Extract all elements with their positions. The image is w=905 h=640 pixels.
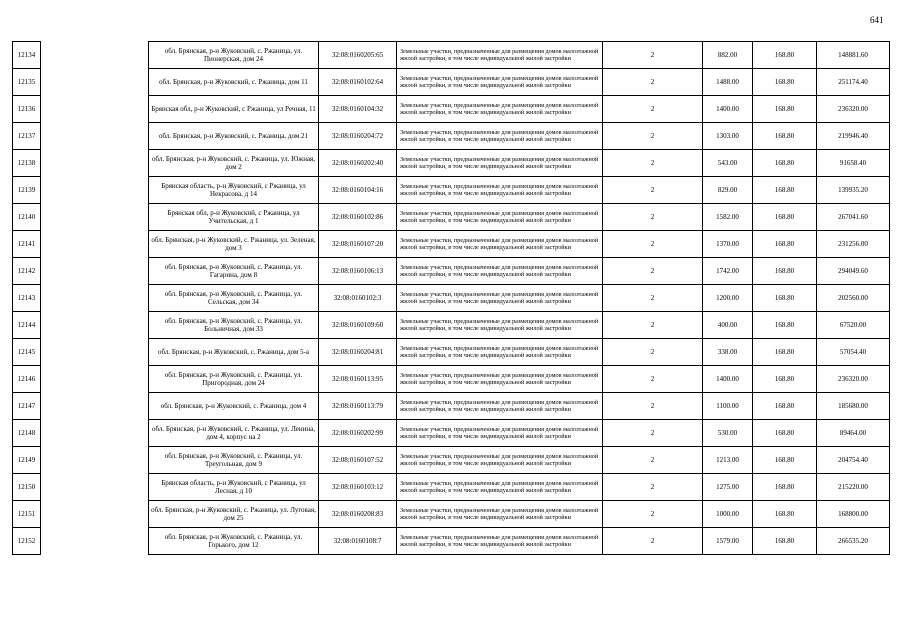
row-number-cell: 12134 — [13, 42, 41, 69]
cadastral-number-cell: 32:08:0160102:86 — [319, 204, 397, 231]
area-cell: 1000.00 — [703, 501, 753, 528]
cadastral-number-cell: 32:08:0160113:95 — [319, 366, 397, 393]
cadastral-number-cell: 32:08:0160103:12 — [319, 474, 397, 501]
row-number-cell: 12135 — [13, 69, 41, 96]
area-cell: 1213.00 — [703, 447, 753, 474]
table-row — [13, 420, 890, 447]
group-cell: 2 — [603, 258, 703, 285]
address-cell: обл. Брянская, р-н Жуковский, с. Ржаница, ул. Пригородная, дом 24 — [149, 366, 319, 393]
land-use-cell: Земельные участки, предназначенные для размещения домов малоэтажной жилой застройки, в том числе индивидуальной жилой застройки — [397, 393, 603, 420]
group-cell: 2 — [603, 312, 703, 339]
rate-cell: 168.80 — [753, 42, 817, 69]
area-cell: 338.00 — [703, 339, 753, 366]
cadastral-number-cell: 32:08:0160107:52 — [319, 447, 397, 474]
group-cell: 2 — [603, 42, 703, 69]
gap-cell — [41, 285, 149, 312]
rate-cell: 168.80 — [753, 177, 817, 204]
gap-cell — [41, 501, 149, 528]
row-number-cell: 12145 — [13, 339, 41, 366]
address-cell: Брянская обл, р-н Жуковский, с Ржаница, ул Речная, 11 — [149, 96, 319, 123]
table-row — [13, 528, 890, 555]
cadastral-number-cell: 32:08:0160202:40 — [319, 150, 397, 177]
cadastral-value-cell: 57054.40 — [817, 339, 890, 366]
land-use-cell: Земельные участки, предназначенные для размещения домов малоэтажной жилой застройки, в том числе индивидуальной жилой застройки — [397, 528, 603, 555]
table-row — [13, 366, 890, 393]
address-cell: обл. Брянская, р-н Жуковский, с. Ржаница, ул. Треугольная, дом 9 — [149, 447, 319, 474]
group-cell: 2 — [603, 204, 703, 231]
land-use-cell: Земельные участки, предназначенные для размещения домов малоэтажной жилой застройки, в том числе индивидуальной жилой застройки — [397, 150, 603, 177]
land-use-cell: Земельные участки, предназначенные для размещения домов малоэтажной жилой застройки, в том числе индивидуальной жилой застройки — [397, 204, 603, 231]
table-row — [13, 312, 890, 339]
table-row — [13, 447, 890, 474]
row-number-cell: 12152 — [13, 528, 41, 555]
row-number-cell: 12148 — [13, 420, 41, 447]
cadastral-value-cell: 148881.60 — [817, 42, 890, 69]
rate-cell: 168.80 — [753, 204, 817, 231]
cadastral-value-cell: 236320.00 — [817, 96, 890, 123]
cadastral-number-cell: 32:08:0160106:13 — [319, 258, 397, 285]
cadastral-value-cell: 294049.60 — [817, 258, 890, 285]
cadastral-number-cell: 32:08:0160208:83 — [319, 501, 397, 528]
cadastral-value-cell: 168800.00 — [817, 501, 890, 528]
land-use-cell: Земельные участки, предназначенные для размещения домов малоэтажной жилой застройки, в том числе индивидуальной жилой застройки — [397, 123, 603, 150]
address-cell: обл. Брянская, р-н Жуковский, с. Ржаница, дом 4 — [149, 393, 319, 420]
group-cell: 2 — [603, 150, 703, 177]
cadastral-value-cell: 236320.00 — [817, 366, 890, 393]
gap-cell — [41, 123, 149, 150]
table-row — [13, 501, 890, 528]
rate-cell: 168.80 — [753, 69, 817, 96]
address-cell: обл. Брянская, р-н Жуковский, с. Ржаница, дом 5-а — [149, 339, 319, 366]
row-number-cell: 12137 — [13, 123, 41, 150]
address-cell: Брянская область, р-н Жуковский, с Ржаница, ул Лесная, д 10 — [149, 474, 319, 501]
rate-cell: 168.80 — [753, 150, 817, 177]
group-cell: 2 — [603, 366, 703, 393]
land-use-cell: Земельные участки, предназначенные для размещения домов малоэтажной жилой застройки, в том числе индивидуальной жилой застройки — [397, 69, 603, 96]
area-cell: 1370.00 — [703, 231, 753, 258]
table-row — [13, 96, 890, 123]
area-cell: 1400.00 — [703, 366, 753, 393]
cadastral-value-cell: 219946.40 — [817, 123, 890, 150]
group-cell: 2 — [603, 123, 703, 150]
rate-cell: 168.80 — [753, 447, 817, 474]
address-cell: обл. Брянская, р-н Жуковский, с. Ржаница, ул. Южная, дом 2 — [149, 150, 319, 177]
group-cell: 2 — [603, 501, 703, 528]
rate-cell: 168.80 — [753, 420, 817, 447]
gap-cell — [41, 177, 149, 204]
address-cell: обл. Брянская, р-н Жуковский, с. Ржаница, ул. Луговая, дом 25 — [149, 501, 319, 528]
land-use-cell: Земельные участки, предназначенные для размещения домов малоэтажной жилой застройки, в том числе индивидуальной жилой застройки — [397, 366, 603, 393]
cadastral-number-cell: 32:08:0160205:65 — [319, 42, 397, 69]
gap-cell — [41, 393, 149, 420]
address-cell: обл. Брянская, р-н Жуковский, с. Ржаница, ул. Ленина, дом 4, корпус на 2 — [149, 420, 319, 447]
cadastral-value-cell: 204754.40 — [817, 447, 890, 474]
rate-cell: 168.80 — [753, 312, 817, 339]
rate-cell: 168.80 — [753, 366, 817, 393]
area-cell: 882.00 — [703, 42, 753, 69]
area-cell: 1303.00 — [703, 123, 753, 150]
land-use-cell: Земельные участки, предназначенные для размещения домов малоэтажной жилой застройки, в том числе индивидуальной жилой застройки — [397, 501, 603, 528]
table-row — [13, 393, 890, 420]
gap-cell — [41, 420, 149, 447]
land-use-cell: Земельные участки, предназначенные для размещения домов малоэтажной жилой застройки, в том числе индивидуальной жилой застройки — [397, 447, 603, 474]
group-cell: 2 — [603, 96, 703, 123]
rate-cell: 168.80 — [753, 339, 817, 366]
cadastral-number-cell: 32:08:0160104:16 — [319, 177, 397, 204]
cadastral-number-cell: 32:08:0160108:7 — [319, 528, 397, 555]
rate-cell: 168.80 — [753, 528, 817, 555]
cadastral-number-cell: 32:08:0160104:32 — [319, 96, 397, 123]
address-cell: обл. Брянская, р-н Жуковский, с. Ржаница, ул. Сельская, дом 34 — [149, 285, 319, 312]
cadastral-value-cell: 266535.20 — [817, 528, 890, 555]
land-use-cell: Земельные участки, предназначенные для размещения домов малоэтажной жилой застройки, в том числе индивидуальной жилой застройки — [397, 339, 603, 366]
cadastral-number-cell: 32:08:0160204:72 — [319, 123, 397, 150]
cadastral-value-cell: 185680.00 — [817, 393, 890, 420]
table-row — [13, 42, 890, 69]
area-cell: 543.00 — [703, 150, 753, 177]
table-row — [13, 123, 890, 150]
gap-cell — [41, 150, 149, 177]
row-number-cell: 12141 — [13, 231, 41, 258]
rate-cell: 168.80 — [753, 501, 817, 528]
area-cell: 530.00 — [703, 420, 753, 447]
row-number-cell: 12138 — [13, 150, 41, 177]
address-cell: обл. Брянская, р-н Жуковский, с. Ржаница, ул. Гагарина, дом 8 — [149, 258, 319, 285]
area-cell: 1488.00 — [703, 69, 753, 96]
address-cell: обл. Брянская, р-н Жуковский, с. Ржаница, ул. Больничная, дом 33 — [149, 312, 319, 339]
area-cell: 400.00 — [703, 312, 753, 339]
row-number-cell: 12139 — [13, 177, 41, 204]
cadastral-value-cell: 231256.00 — [817, 231, 890, 258]
address-cell: Брянская обл, р-н Жуковский, с Ржаница, ул Учительская, д 1 — [149, 204, 319, 231]
area-cell: 1579.00 — [703, 528, 753, 555]
row-number-cell: 12146 — [13, 366, 41, 393]
row-number-cell: 12142 — [13, 258, 41, 285]
address-cell: обл. Брянская, р-н Жуковский, с. Ржаница, дом 11 — [149, 69, 319, 96]
land-use-cell: Земельные участки, предназначенные для размещения домов малоэтажной жилой застройки, в том числе индивидуальной жилой застройки — [397, 96, 603, 123]
rate-cell: 168.80 — [753, 96, 817, 123]
row-number-cell: 12147 — [13, 393, 41, 420]
area-cell: 1275.00 — [703, 474, 753, 501]
rate-cell: 168.80 — [753, 393, 817, 420]
cadastral-number-cell: 32:08:0160204:81 — [319, 339, 397, 366]
row-number-cell: 12150 — [13, 474, 41, 501]
group-cell: 2 — [603, 69, 703, 96]
land-use-cell: Земельные участки, предназначенные для размещения домов малоэтажной жилой застройки, в том числе индивидуальной жилой застройки — [397, 420, 603, 447]
address-cell: обл. Брянская, р-н Жуковский, с. Ржаница, ул. Горького, дом 12 — [149, 528, 319, 555]
table-row — [13, 474, 890, 501]
row-number-cell: 12143 — [13, 285, 41, 312]
land-use-cell: Земельные участки, предназначенные для размещения домов малоэтажной жилой застройки, в том числе индивидуальной жилой застройки — [397, 474, 603, 501]
gap-cell — [41, 447, 149, 474]
address-cell: обл. Брянская, р-н Жуковский, с. Ржаница, дом 21 — [149, 123, 319, 150]
address-cell: обл. Брянская, р-н Жуковский, с. Ржаница, ул. Пионерская, дом 24 — [149, 42, 319, 69]
gap-cell — [41, 312, 149, 339]
row-number-cell: 12144 — [13, 312, 41, 339]
land-use-cell: Земельные участки, предназначенные для размещения домов малоэтажной жилой застройки, в том числе индивидуальной жилой застройки — [397, 312, 603, 339]
gap-cell — [41, 204, 149, 231]
rate-cell: 168.80 — [753, 231, 817, 258]
table-row — [13, 204, 890, 231]
area-cell: 1582.00 — [703, 204, 753, 231]
land-use-cell: Земельные участки, предназначенные для размещения домов малоэтажной жилой застройки, в том числе индивидуальной жилой застройки — [397, 42, 603, 69]
group-cell: 2 — [603, 420, 703, 447]
area-cell: 1200.00 — [703, 285, 753, 312]
group-cell: 2 — [603, 474, 703, 501]
gap-cell — [41, 366, 149, 393]
table-row — [13, 258, 890, 285]
cadastral-value-cell: 202560.00 — [817, 285, 890, 312]
table-row — [13, 231, 890, 258]
rate-cell: 168.80 — [753, 285, 817, 312]
group-cell: 2 — [603, 231, 703, 258]
area-cell: 829.00 — [703, 177, 753, 204]
land-use-cell: Земельные участки, предназначенные для размещения домов малоэтажной жилой застройки, в том числе индивидуальной жилой застройки — [397, 177, 603, 204]
rate-cell: 168.80 — [753, 258, 817, 285]
cadastral-value-cell: 91658.40 — [817, 150, 890, 177]
cadastral-value-cell: 67520.00 — [817, 312, 890, 339]
group-cell: 2 — [603, 177, 703, 204]
gap-cell — [41, 42, 149, 69]
cadastral-number-cell: 32:08:0160102:3 — [319, 285, 397, 312]
land-use-cell: Земельные участки, предназначенные для размещения домов малоэтажной жилой застройки, в том числе индивидуальной жилой застройки — [397, 231, 603, 258]
gap-cell — [41, 474, 149, 501]
row-number-cell: 12149 — [13, 447, 41, 474]
table-row — [13, 177, 890, 204]
group-cell: 2 — [603, 447, 703, 474]
group-cell: 2 — [603, 528, 703, 555]
address-cell: Брянская область, р-н Жуковский, с Ржаница, ул Некрасова, д 14 — [149, 177, 319, 204]
row-number-cell: 12140 — [13, 204, 41, 231]
gap-cell — [41, 69, 149, 96]
page-number: 641 — [870, 15, 884, 25]
table-row — [13, 69, 890, 96]
cadastral-value-cell: 267041.60 — [817, 204, 890, 231]
gap-cell — [41, 96, 149, 123]
rate-cell: 168.80 — [753, 123, 817, 150]
group-cell: 2 — [603, 285, 703, 312]
rate-cell: 168.80 — [753, 474, 817, 501]
group-cell: 2 — [603, 393, 703, 420]
gap-cell — [41, 339, 149, 366]
cadastral-value-cell: 139935.20 — [817, 177, 890, 204]
row-number-cell: 12151 — [13, 501, 41, 528]
table-body — [13, 42, 890, 555]
cadastral-number-cell: 32:08:0160202:99 — [319, 420, 397, 447]
cadastral-number-cell: 32:08:0160107:20 — [319, 231, 397, 258]
land-use-cell: Земельные участки, предназначенные для размещения домов малоэтажной жилой застройки, в том числе индивидуальной жилой застройки — [397, 258, 603, 285]
cadastral-value-cell: 215220.00 — [817, 474, 890, 501]
area-cell: 1400.00 — [703, 96, 753, 123]
gap-cell — [41, 528, 149, 555]
cadastral-number-cell: 32:08:0160102:64 — [319, 69, 397, 96]
cadastral-number-cell: 32:08:0160109:60 — [319, 312, 397, 339]
row-number-cell: 12136 — [13, 96, 41, 123]
gap-cell — [41, 231, 149, 258]
area-cell: 1100.00 — [703, 393, 753, 420]
land-registry-table — [12, 41, 890, 555]
cadastral-value-cell: 89464.00 — [817, 420, 890, 447]
table-row — [13, 339, 890, 366]
table-row — [13, 150, 890, 177]
land-use-cell: Земельные участки, предназначенные для размещения домов малоэтажной жилой застройки, в том числе индивидуальной жилой застройки — [397, 285, 603, 312]
cadastral-value-cell: 251174.40 — [817, 69, 890, 96]
cadastral-number-cell: 32:08:0160113:79 — [319, 393, 397, 420]
group-cell: 2 — [603, 339, 703, 366]
area-cell: 1742.00 — [703, 258, 753, 285]
address-cell: обл. Брянская, р-н Жуковский, с. Ржаница, ул. Зеленая, дом 3 — [149, 231, 319, 258]
table-row — [13, 285, 890, 312]
gap-cell — [41, 258, 149, 285]
